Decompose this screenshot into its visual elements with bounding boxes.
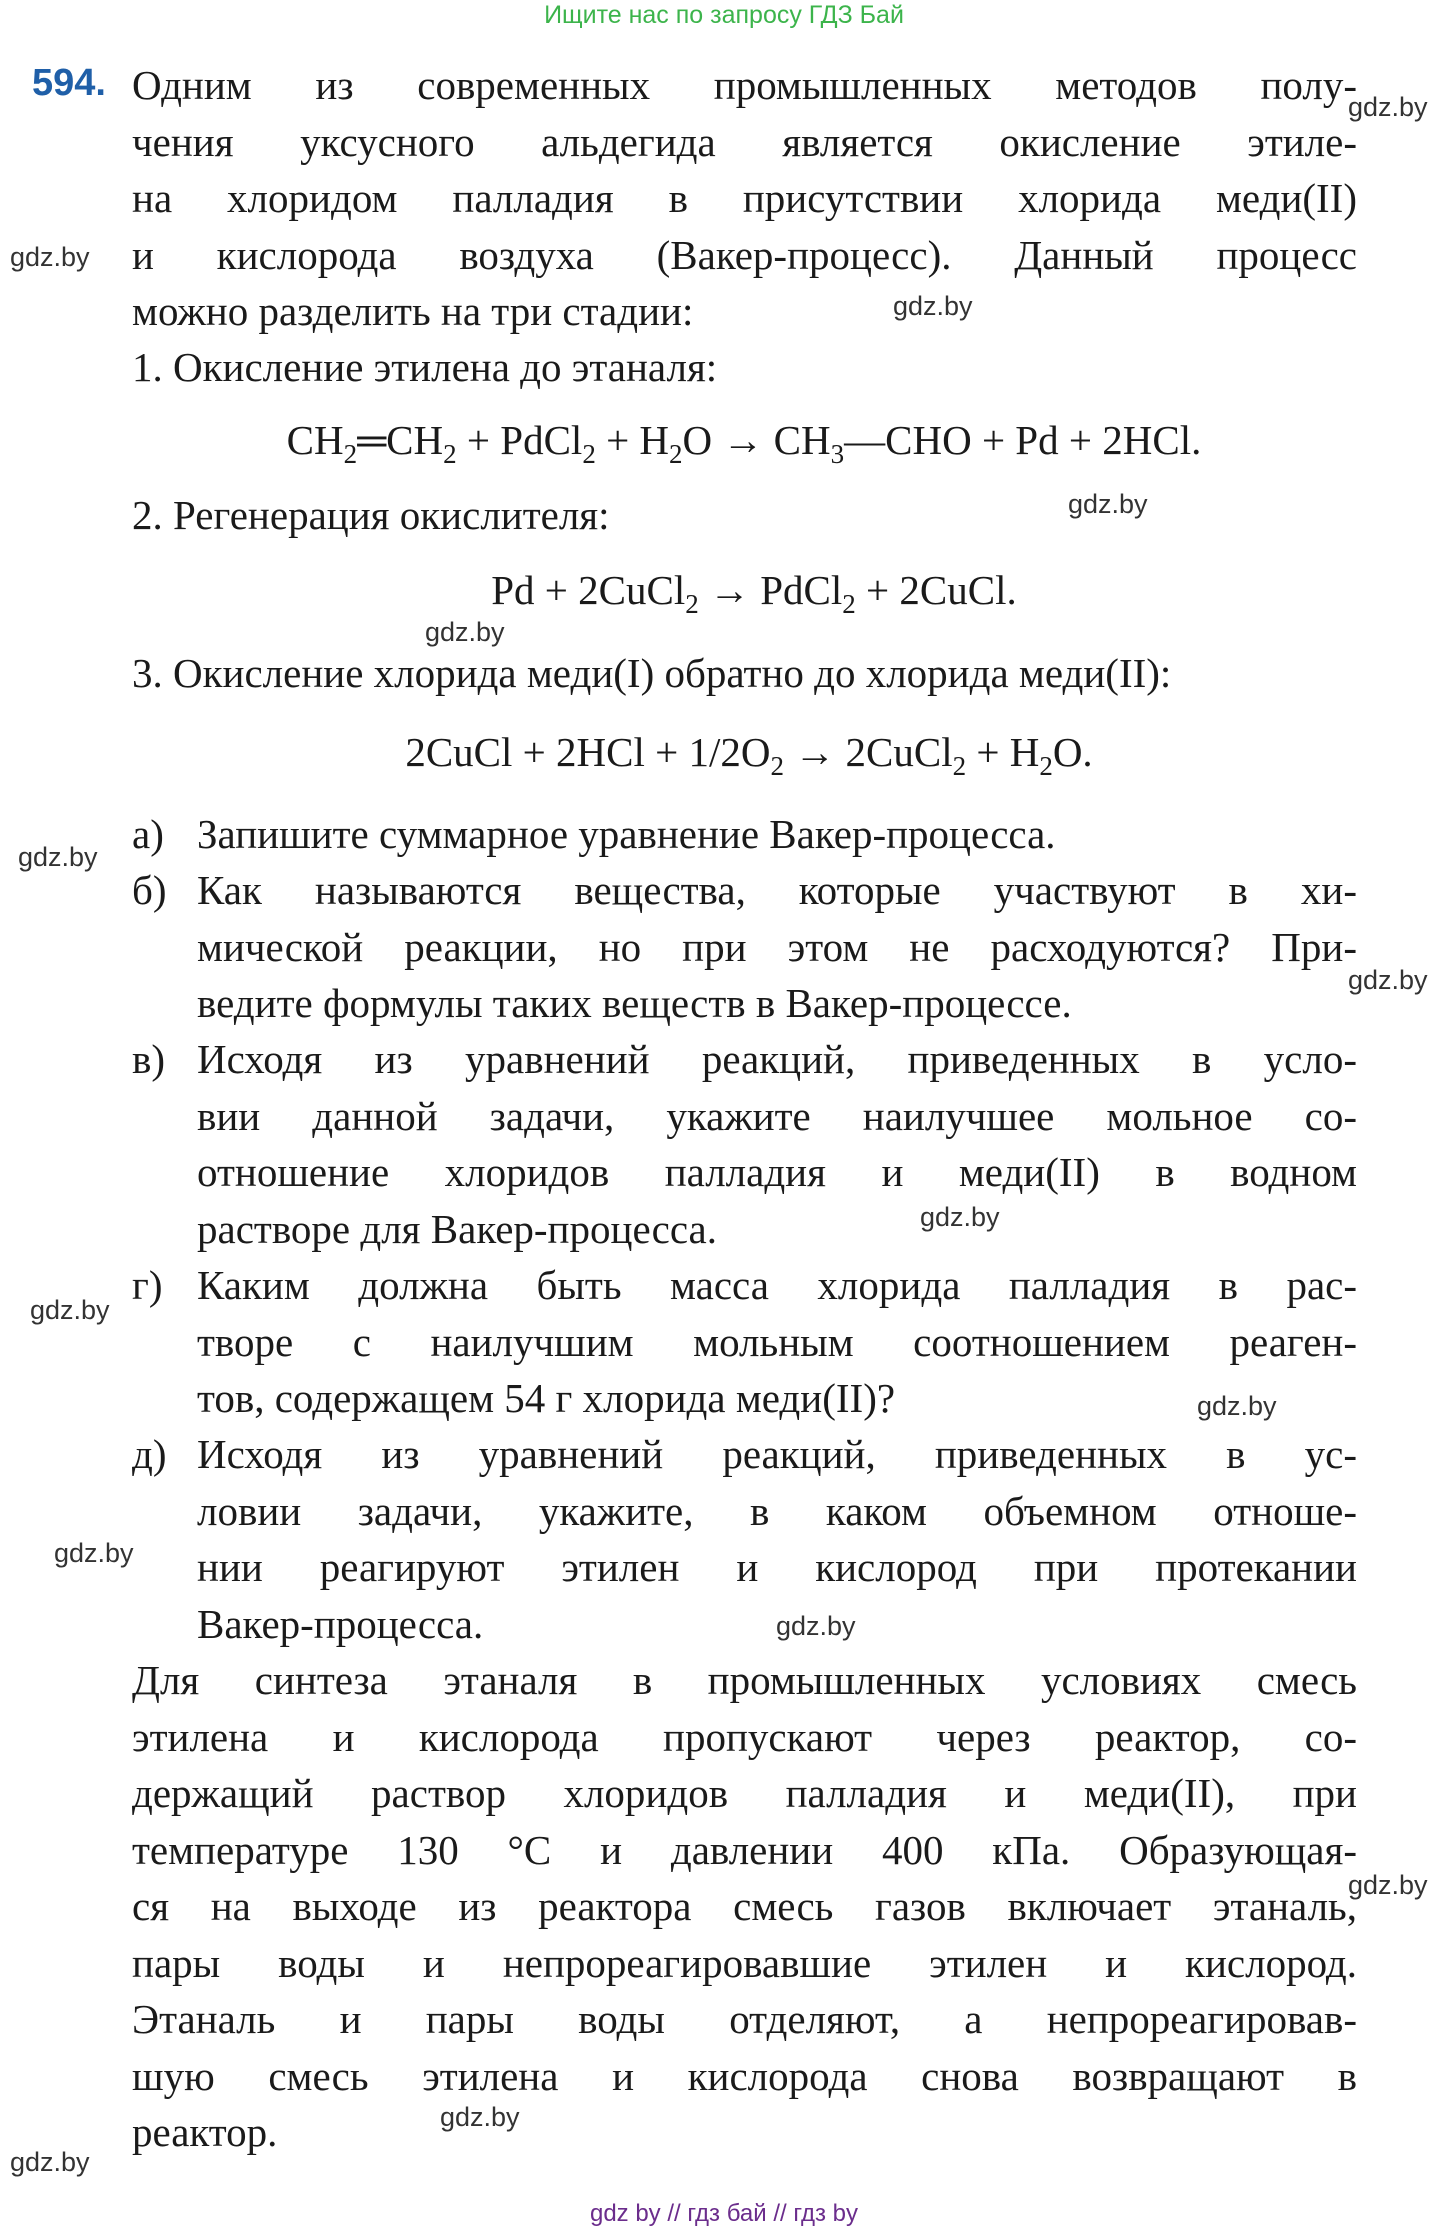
text-line: чения уксусного альдегида является окисление этиле- — [132, 118, 1357, 165]
intro-paragraph — [132, 57, 1357, 340]
question-d-letter: д) — [132, 1431, 167, 1477]
question-g-letter: г) — [132, 1262, 163, 1308]
stage-1-title: 1. Окисление этилена до этаналя: — [132, 344, 718, 390]
footer-links[interactable]: gdz by // гдз бай // гдз by — [589, 2200, 859, 2227]
text-line: шую смесь этилена и кислорода снова возвращают в — [132, 2052, 1357, 2099]
text-line: Исходя из уравнений реакций, приведенных в ус- — [197, 1431, 1357, 1477]
text-line: реактор. — [132, 2109, 278, 2155]
watermark: gdz.by — [10, 242, 90, 272]
text-line: Одним из современных промышленных методов полу- — [132, 62, 1357, 108]
question-v — [197, 1031, 1357, 1257]
watermark: gdz.by — [30, 1295, 110, 1325]
text-line: отношение хлоридов палладия и меди(II) в водном — [197, 1149, 1357, 1195]
text-line: нии реагируют этилен и кислород при протекании — [197, 1544, 1357, 1590]
watermark: gdz.by — [10, 2147, 90, 2177]
question-a-letter: а) — [132, 811, 164, 857]
problem-number: 594. — [32, 62, 106, 104]
watermark: gdz.by — [1068, 489, 1148, 519]
watermark: gdz.by — [920, 1202, 1000, 1232]
watermark: gdz.by — [1348, 92, 1428, 122]
watermark: gdz.by — [440, 2102, 520, 2132]
stage-2-title: 2. Регенерация окислителя: — [132, 492, 610, 538]
text-line: на хлоридом палладия в присутствии хлорида меди(II) — [132, 175, 1357, 221]
text-line: ловии задачи, укажите, в каком объемном отноше- — [197, 1487, 1357, 1534]
text-line: Для синтеза этаналя в промышленных условиях смесь — [132, 1657, 1357, 1703]
text-line: Вакер-процесса. — [197, 1600, 484, 1647]
text-line: пары воды и непрореагировавшие этилен и кислород. — [132, 1939, 1357, 1986]
watermark: gdz.by — [1197, 1391, 1277, 1421]
text-line: вии данной задачи, укажите наилучшее мольное со- — [197, 1092, 1357, 1139]
equation-3: 2CuCl + $2HCl + 1/2O_2$ → 2CuCl$_2$ + $H_2O$. — [405, 729, 1093, 781]
text-line: ся на выходе из реактора смесь газов включает этаналь, — [132, 1883, 1357, 1929]
watermark: gdz.by — [1348, 1870, 1428, 1900]
watermark: gdz.by — [1348, 965, 1428, 995]
text-line: тов, содержащем 54 г хлорида меди(II)? — [197, 1375, 896, 1421]
header-search-link[interactable]: Ищите нас по запросу ГДЗ Бай — [544, 1, 904, 29]
watermark: gdz.by — [893, 291, 973, 321]
text-line: Как называются вещества, которые участвуют в хи- — [197, 867, 1357, 913]
equation-2: Pd + 2CuCl$_2$ → PdCl$_2$ + 2CuCl. — [491, 567, 1017, 619]
watermark: gdz.by — [18, 842, 98, 872]
text-line: держащий раствор хлоридов палладия и меди(II), при — [132, 1770, 1357, 1816]
text-line: мической реакции, но при этом не расходуются? При- — [197, 923, 1357, 970]
equation-1: $CH_2═CH_2$ + PdCl$_2$ + $H_2O$ → $CH_3—CHO + Pd + 2HCl$. — [286, 417, 1202, 469]
text-line: Этаналь и пары воды отделяют, а непрореагировав- — [132, 1996, 1357, 2042]
watermark: gdz.by — [776, 1611, 856, 1641]
text-line: творе с наилучшим мольным соотношением реаген- — [197, 1318, 1357, 1365]
text-line: растворе для Вакер-процесса. — [197, 1205, 718, 1252]
closing-paragraph — [132, 1652, 1357, 2161]
watermark: gdz.by — [425, 617, 505, 647]
text-line: этилена и кислорода пропускают через реактор, со- — [132, 1713, 1357, 1760]
question-v-letter: в) — [132, 1036, 166, 1082]
text-line: ведите формулы таких веществ в Вакер-процессе. — [197, 980, 1072, 1026]
watermark: gdz.by — [54, 1538, 134, 1568]
text-line: и кислорода воздуха (Вакер-процесс). Данный процесс — [132, 231, 1357, 278]
question-g — [197, 1257, 1357, 1427]
text-line: Каким должна быть масса хлорида палладия в рас- — [197, 1262, 1357, 1308]
text-line: Запишите суммарное уравнение Вакер-процесса. — [197, 811, 1056, 857]
question-a — [197, 806, 1357, 863]
question-b-letter: б) — [132, 867, 167, 913]
text-line: можно разделить на три стадии: — [132, 288, 694, 334]
text-line: Исходя из уравнений реакций, приведенных в усло- — [197, 1036, 1357, 1082]
question-b — [197, 862, 1357, 1032]
text-line: температуре 130 °С и давлении 400 кПа. Образующая- — [132, 1826, 1357, 1873]
stage-3-title: 3. Окисление хлорида меди(I) обратно до хлорида меди(II): — [132, 650, 1172, 696]
